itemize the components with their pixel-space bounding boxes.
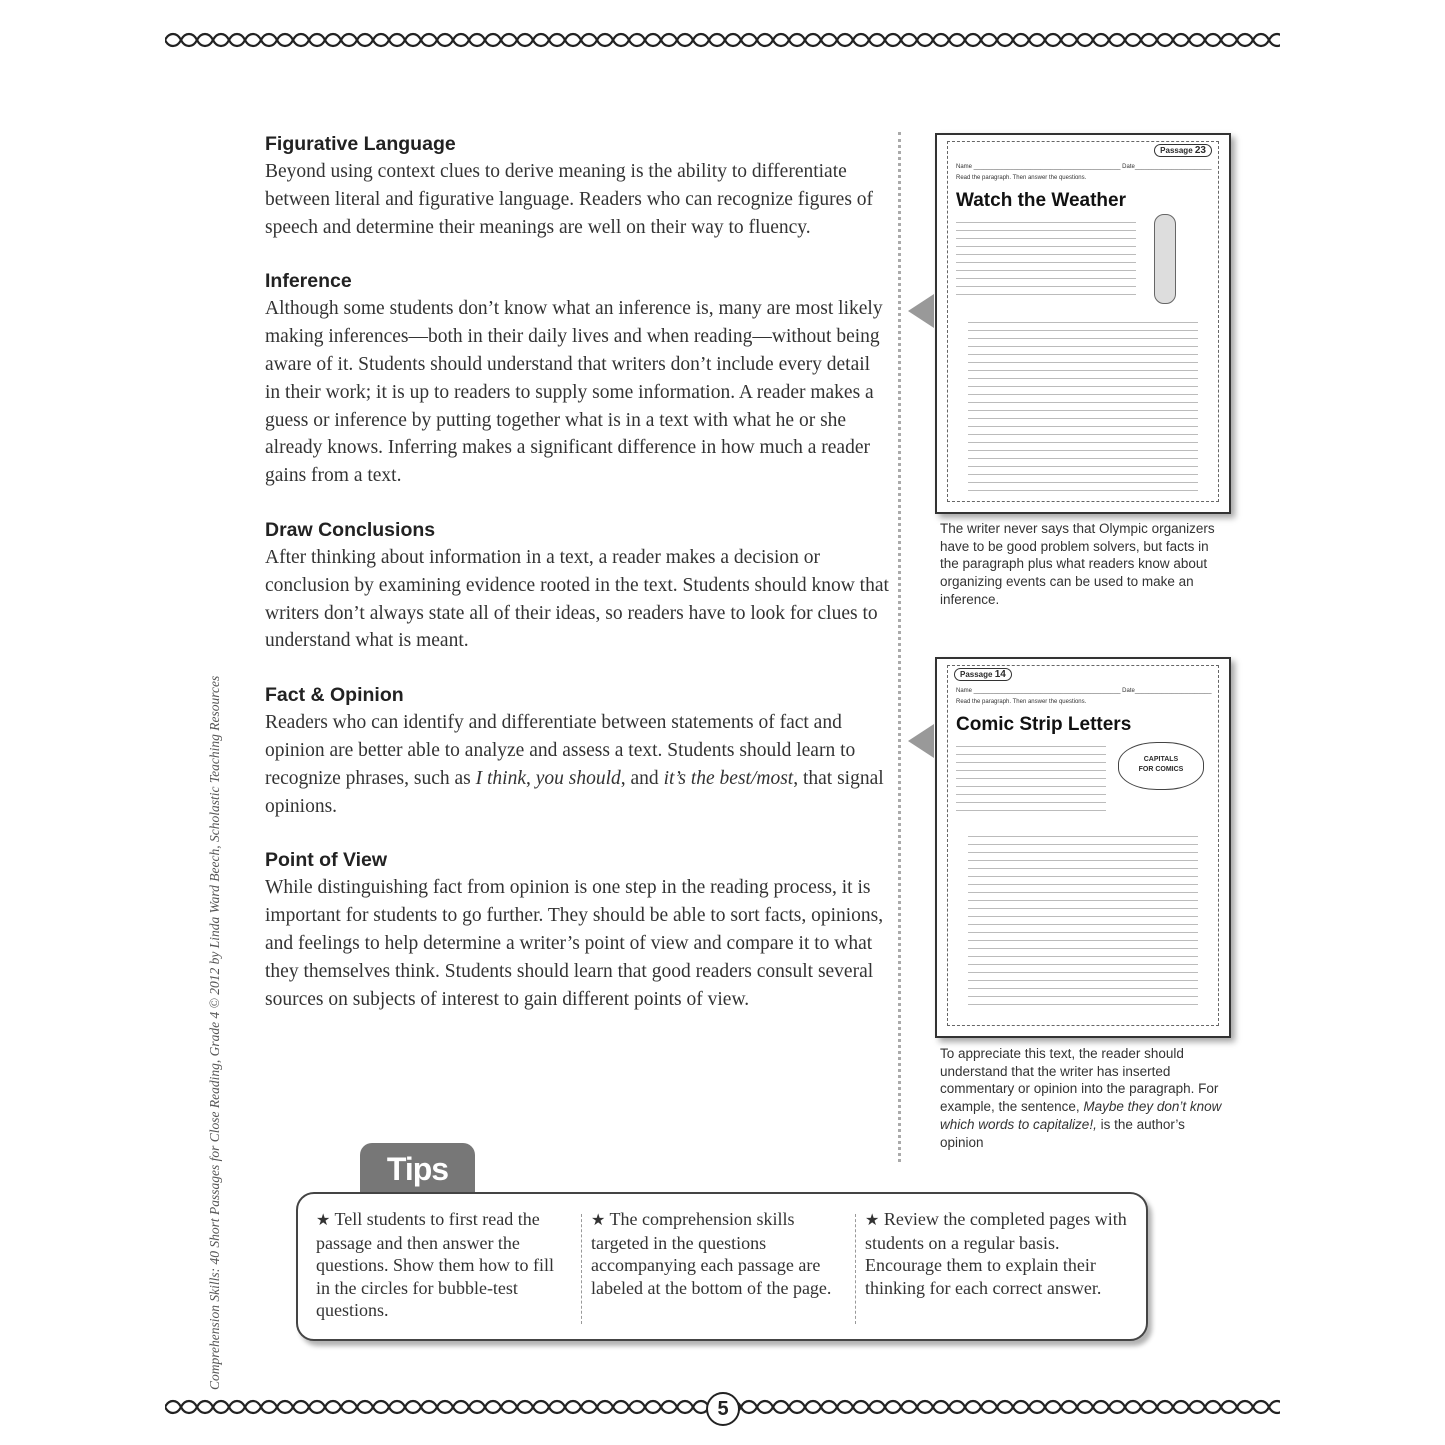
thumbnail-frame [947,141,1219,502]
section-body: After thinking about information in a text, a reader makes a decision or conclusion by examining evidence rooted in the text. Students should know that writers don’t always state all of their ideas, so readers have to look for clues to understand what is meant. [265,546,889,652]
star-icon: ★ [865,1210,880,1229]
section-heading: Fact & Opinion [265,684,404,707]
section-heading: Draw Conclusions [265,518,436,541]
section-body: Although some students don’t know what an inference is, many are most likely making inferences—both in their daily lives and when reading—without being aware of it. Students should understand that writers don’t include every detail in their work; it is up to readers to supply some information. A reader makes a guess or inference by putting together what is in a text with what he or she already knows. Inferring makes a significant difference in how much a reader gains from a text. [265,298,883,487]
sample-page-thumbnail [935,133,1231,514]
instructions: Read the paragraph. Then answer the questions. [956,699,1087,705]
section-figurative-language [265,130,890,241]
wave-pattern [165,30,1280,50]
main-content [265,130,890,1039]
section-inference [265,267,890,490]
pointer-arrow-icon [908,724,934,758]
thermometer-icon [1154,214,1176,304]
sample-title: Watch the Weather [956,190,1126,211]
name-line: Name ____________________________________________ Date_______________________ [956,688,1212,694]
italic-phrase: it’s the best/most [663,767,794,789]
sample-title: Comic Strip Letters [956,714,1132,735]
body-text: , and [620,767,664,789]
star-icon: ★ [591,1210,606,1229]
tip-text: Tell students to first read the passage and then answer the questions. Show them how to fill in the circles for bubble-test questions. [316,1209,554,1320]
tip-divider [855,1214,856,1324]
tip-item [316,1208,571,1322]
section-point-of-view [265,846,890,1013]
section-fact-opinion [265,681,890,820]
italic-phrase: I think [475,767,526,789]
body-text: , [525,767,536,789]
tip-text: Review the completed pages with students on a regular basis. Encourage them to explain their thinking for each correct answer. [865,1209,1127,1298]
top-border-ornament [165,30,1280,50]
paragraph-lines [956,746,1106,818]
section-body: While distinguishing fact from opinion is one step in the reading process, it is important for students to go further. They should be able to sort facts, opinions, and feelings to help determine a writer’s point of view and compare it to what they themselves think. Students should learn that good readers consult several sources on subjects of interest to gain different points of view. [265,877,884,1010]
question-lines [968,836,1198,1012]
sample-caption [940,1045,1230,1151]
paragraph-lines [956,222,1136,302]
body-text: Readers who can identify and differentiate between statements of fact and opinion are better able to analyze and assess a text. Students should learn to recognize phrases, such as [265,712,856,789]
pointer-arrow-icon [908,294,934,328]
star-icon: ★ [316,1210,331,1229]
name-line: Name ____________________________________________ Date_______________________ [956,164,1212,170]
tip-divider [581,1214,582,1324]
sample-caption [940,520,1230,609]
caption-text: The writer never says that Olympic organizers have to be good problem solvers, but facts in the paragraph plus what readers know about organizing events can be used to make an inference. [940,521,1215,607]
section-body [265,709,890,820]
tip-item [865,1208,1130,1299]
column-divider [898,132,901,1162]
instructions: Read the paragraph. Then answer the questions. [956,175,1087,181]
thumbnail-frame [947,665,1219,1026]
section-heading: Figurative Language [265,133,456,155]
section-heading: Inference [265,270,352,293]
passage-tag: Passage 14 [954,668,1012,681]
section-draw-conclusions [265,516,890,655]
caption-text: To appreciate this text, the reader should understand that the writer has inserted commentary or opinion into the paragraph. For example, the sentence, Maybe they don’t know which words to capitalize!, is the author’s opinion [940,1046,1222,1150]
section-body: Beyond using context clues to derive meaning is the ability to differentiate between literal and figurative language. Readers who can recognize figures of speech and determine their meanings are well on their way to fluency. [265,161,874,238]
question-lines [968,322,1198,498]
body-text: , that signal opinions. [265,767,884,817]
speech-bubble: CAPITALS FOR COMICS [1118,742,1204,790]
tips-tab: Tips [360,1143,475,1195]
italic-phrase: you should [535,767,621,789]
passage-tag: Passage 23 [1154,144,1212,157]
copyright-credit: Comprehension Skills: 40 Short Passages for Close Reading, Grade 4 © 2012 by Linda Ward Beech, Scholastic Teaching Resources [207,675,222,1390]
tip-text: The comprehension skills targeted in the questions accompanying each passage are labeled at the bottom of the page. [591,1209,832,1298]
section-heading: Point of View [265,849,388,872]
page-number: 5 [706,1392,740,1426]
sample-page-thumbnail [935,657,1231,1038]
tip-item [591,1208,841,1299]
tips-box [296,1192,1148,1341]
